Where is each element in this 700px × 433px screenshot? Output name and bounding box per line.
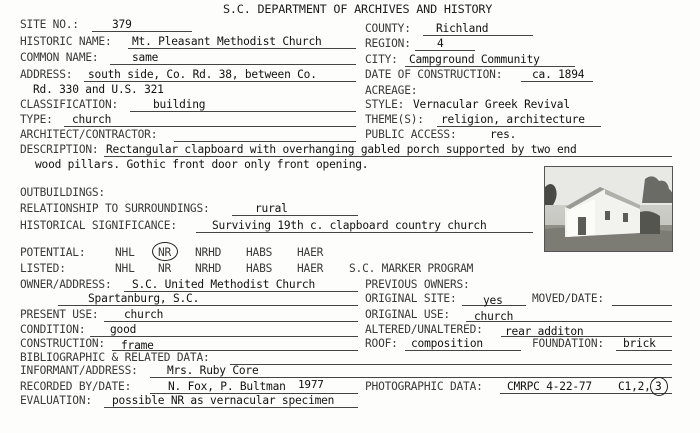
themes-underline: [437, 126, 601, 127]
description-value-line2: wood pillars. Gothic front door only front opening.: [35, 158, 369, 171]
construction-label: CONSTRUCTION:: [20, 337, 105, 350]
owner-value-line1: S.C. United Methodist Church: [132, 278, 315, 291]
original-use-value: church: [474, 310, 514, 323]
date-construction-underline: [521, 81, 593, 82]
recorded-date: 1977: [298, 378, 324, 391]
owner-label: OWNER/ADDRESS:: [20, 278, 112, 291]
condition-label: CONDITION:: [20, 323, 86, 336]
altered-value: rear additon: [505, 325, 584, 338]
condition-value: good: [110, 323, 137, 336]
altered-label: ALTERED/UNALTERED:: [365, 323, 483, 336]
present-use-label: PRESENT USE:: [20, 308, 99, 321]
informant-value: Mrs. Ruby Core: [167, 364, 259, 377]
present-use-value: church: [124, 308, 164, 321]
recorded-value: N. Fox, P. Bultman: [168, 380, 286, 393]
relationship-underline: [232, 215, 358, 216]
county-underline: [423, 35, 533, 36]
type-label: TYPE:: [20, 113, 53, 126]
form-title: S.C. DEPARTMENT OF ARCHIVES AND HISTORY: [223, 2, 493, 16]
style-value: Vernacular Greek Revival: [413, 98, 570, 111]
foundation-value: brick: [623, 337, 656, 350]
evaluation-label: EVALUATION:: [20, 394, 92, 407]
public-access-label: PUBLIC ACCESS:: [365, 128, 457, 141]
evaluation-underline: [104, 407, 358, 408]
historic-name-value: Mt. Pleasant Methodist Church: [132, 35, 322, 48]
county-label: COUNTY:: [365, 22, 411, 35]
potential-nr: NR: [158, 246, 172, 259]
city-value: Campground Community: [409, 53, 540, 66]
roof-underline: [405, 350, 521, 351]
site-no-label: SITE NO.:: [20, 18, 79, 31]
region-underline: [415, 50, 475, 51]
common-name-value: same: [132, 51, 159, 64]
themes-label: THEME(S):: [365, 113, 424, 126]
classification-value: building: [153, 98, 206, 111]
listed-nhl: NHL: [115, 262, 135, 275]
evaluation-value: possible NR as vernacular specimen: [112, 394, 335, 407]
construction-value: frame: [121, 339, 154, 352]
informant-label: INFORMANT/ADDRESS:: [20, 364, 138, 377]
city-underline: [405, 66, 575, 67]
description-value-line1: Rectangular clapboard with overhanging gabled porch supported by two end: [106, 143, 577, 156]
photographic-frames: C1,2,: [618, 380, 651, 393]
classification-underline: [130, 111, 356, 112]
significance-value: Surviving 19th c. clapboard country church: [212, 219, 487, 232]
potential-nrhd: NRHD: [195, 246, 222, 259]
classification-label: CLASSIFICATION:: [20, 98, 119, 111]
significance-label: HISTORICAL SIGNIFICANCE:: [20, 219, 177, 232]
architect-underline: [174, 141, 356, 142]
church-photo: [544, 166, 673, 252]
original-site-value: yes: [483, 294, 503, 307]
potential-nhl: NHL: [115, 246, 135, 259]
historic-name-underline: [128, 48, 356, 49]
architect-label: ARCHITECT/CONTRACTOR:: [20, 128, 158, 141]
previous-owners-label: PREVIOUS OWNERS:: [365, 278, 470, 291]
listed-nr: NR: [158, 262, 172, 275]
informant-underline: [150, 377, 672, 378]
potential-haer: HAER: [297, 246, 324, 259]
site-no-underline: [92, 31, 192, 32]
recorded-label: RECORDED BY/DATE:: [20, 380, 132, 393]
owner-value-line2: Spartanburg, S.C.: [88, 292, 200, 305]
moved-date-label: MOVED/DATE:: [532, 292, 604, 305]
address-label: ADDRESS:: [20, 68, 73, 81]
region-value: 4: [437, 37, 444, 50]
listed-nrhd: NRHD: [195, 262, 222, 275]
present-use-underline: [104, 321, 358, 322]
church-photo-icon: [545, 167, 672, 251]
date-construction-label: DATE OF CONSTRUCTION:: [365, 68, 503, 81]
city-label: CITY:: [365, 53, 398, 66]
relationship-label: RELATIONSHIP TO SURROUNDINGS:: [20, 202, 210, 215]
original-use-label: ORIGINAL USE:: [365, 308, 450, 321]
type-underline: [64, 126, 356, 127]
photographic-underline: [500, 393, 672, 394]
bibliographic-underline: [230, 364, 672, 365]
potential-habs: HABS: [246, 246, 273, 259]
address-value-line2: Rd. 330 and U.S. 321: [33, 83, 164, 96]
description-label: DESCRIPTION:: [20, 143, 99, 156]
photographic-label: PHOTOGRAPHIC DATA:: [365, 380, 483, 393]
date-construction-value: ca. 1894: [532, 68, 585, 81]
condition-underline: [90, 336, 358, 337]
foundation-label: FOUNDATION:: [532, 337, 604, 350]
outbuildings-label: OUTBUILDINGS:: [20, 186, 105, 199]
photographic-circled-frame: 3: [655, 380, 662, 393]
listed-habs: HABS: [246, 262, 273, 275]
common-name-label: COMMON NAME:: [20, 51, 99, 64]
listed-label: LISTED:: [20, 262, 66, 275]
style-label: STYLE:: [365, 98, 405, 111]
potential-nr-circle: [152, 242, 178, 261]
photographic-value: CMRPC 4-22-77: [507, 380, 592, 393]
moved-date-underline: [612, 305, 672, 306]
roof-label: ROOF:: [365, 337, 398, 350]
historic-name-label: HISTORIC NAME:: [20, 35, 112, 48]
common-name-underline: [110, 64, 356, 65]
site-no-value: 379: [112, 18, 132, 31]
address-underline: [84, 81, 356, 82]
significance-underline: [196, 232, 533, 233]
county-value: Richland: [436, 22, 489, 35]
themes-value: religion, architecture: [441, 113, 585, 126]
bibliographic-label: BIBLIOGRAPHIC & RELATED DATA:: [20, 351, 210, 364]
marker-label: S.C. MARKER PROGRAM: [349, 262, 474, 275]
region-label: REGION:: [365, 37, 411, 50]
potential-label: POTENTIAL:: [20, 246, 86, 259]
address-value-line1: south side, Co. Rd. 38, between Co.: [88, 68, 317, 81]
original-site-label: ORIGINAL SITE:: [365, 292, 457, 305]
foundation-underline: [616, 350, 672, 351]
description-underline: [104, 156, 672, 157]
owner-underline-2: [58, 305, 358, 306]
listed-haer: HAER: [297, 262, 324, 275]
acreage-label: ACREAGE:: [365, 84, 418, 97]
relationship-value: rural: [255, 202, 288, 215]
type-value: church: [72, 113, 112, 126]
roof-value: composition: [411, 337, 483, 350]
public-access-value: res.: [490, 128, 517, 141]
photographic-frame-circle: [650, 377, 668, 396]
